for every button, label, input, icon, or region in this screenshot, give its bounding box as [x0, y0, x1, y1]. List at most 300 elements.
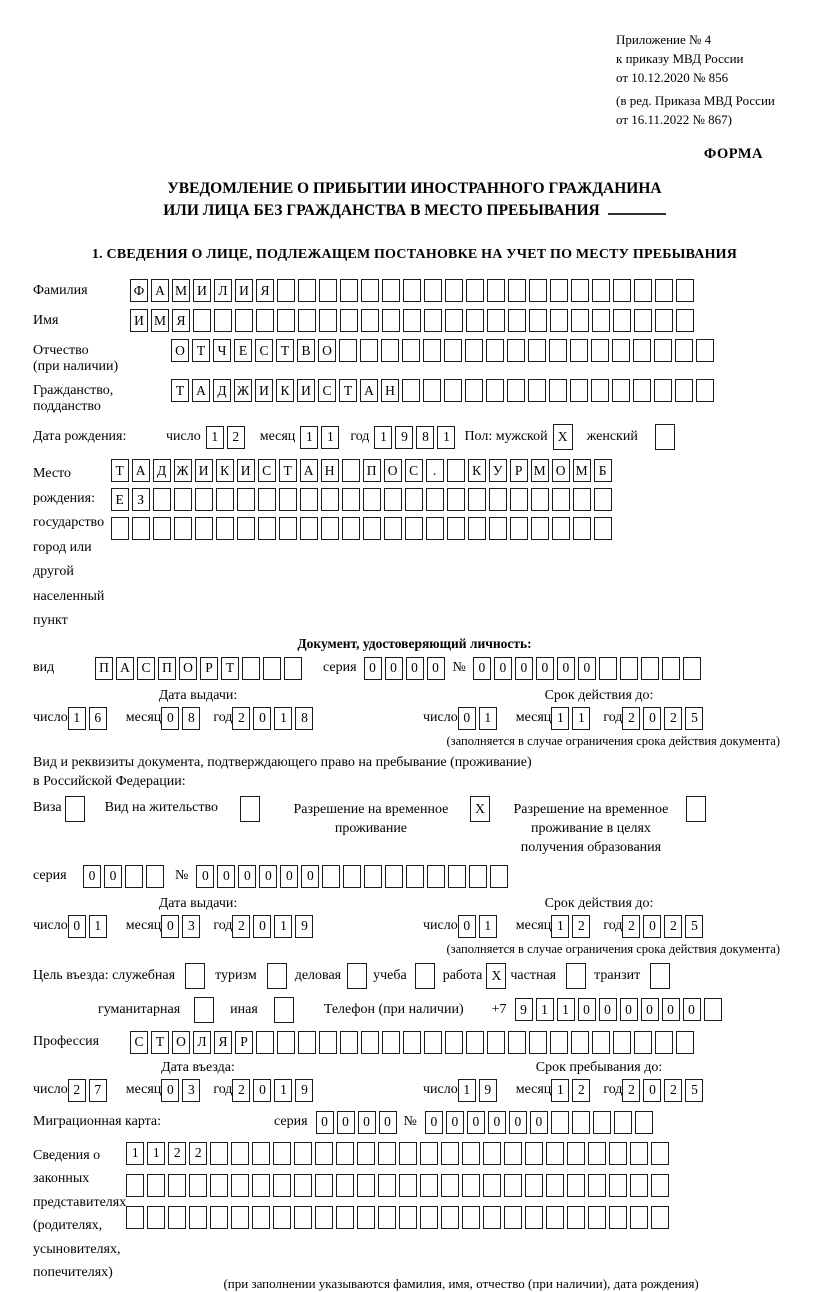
citizenship-cell[interactable] [570, 379, 588, 402]
birthplace-cell[interactable] [279, 488, 297, 511]
citizenship-cell[interactable]: И [255, 379, 273, 402]
doc-type-cell[interactable]: С [137, 657, 155, 680]
representative-cell[interactable] [231, 1206, 249, 1229]
name-cell[interactable]: Я [172, 309, 190, 332]
phone-digit-cell[interactable]: 0 [641, 998, 659, 1021]
res-number-cell[interactable] [406, 865, 424, 888]
birthplace-cell[interactable]: И [195, 459, 213, 482]
res-issue-year-cell[interactable]: 1 [274, 915, 292, 938]
name-cell[interactable] [592, 309, 610, 332]
representative-cell[interactable] [210, 1174, 228, 1197]
name-cell[interactable] [424, 309, 442, 332]
profession-cell[interactable] [340, 1031, 358, 1054]
res-issue-month-cell[interactable]: 0 [161, 915, 179, 938]
patronymic-cell[interactable] [381, 339, 399, 362]
birthplace-cell[interactable]: О [552, 459, 570, 482]
res-number-cell[interactable] [322, 865, 340, 888]
birth-day-cell[interactable]: 2 [227, 426, 245, 449]
stay-day-cell[interactable]: 9 [479, 1079, 497, 1102]
birthplace-cell[interactable] [405, 517, 423, 540]
representative-cell[interactable] [504, 1142, 522, 1165]
res-valid-year-cell[interactable]: 2 [664, 915, 682, 938]
citizenship-cell[interactable]: А [192, 379, 210, 402]
entry-day-cell[interactable]: 2 [68, 1079, 86, 1102]
representative-cell[interactable] [399, 1142, 417, 1165]
name-cell[interactable] [214, 309, 232, 332]
patronymic-cell[interactable] [612, 339, 630, 362]
birthplace-cell[interactable]: О [384, 459, 402, 482]
res-number-cell[interactable] [490, 865, 508, 888]
birthplace-cell[interactable] [195, 517, 213, 540]
surname-cell[interactable] [508, 279, 526, 302]
representative-cell[interactable] [252, 1206, 270, 1229]
representative-cell[interactable] [399, 1206, 417, 1229]
profession-cell[interactable] [613, 1031, 631, 1054]
patronymic-cell[interactable]: О [318, 339, 336, 362]
surname-cell[interactable] [445, 279, 463, 302]
birthplace-cell[interactable]: П [363, 459, 381, 482]
representative-cell[interactable] [462, 1206, 480, 1229]
birthplace-cell[interactable] [195, 488, 213, 511]
citizenship-cell[interactable] [633, 379, 651, 402]
citizenship-cell[interactable]: Д [213, 379, 231, 402]
representative-cell[interactable] [420, 1142, 438, 1165]
entry-month-cell[interactable]: 3 [182, 1079, 200, 1102]
name-cell[interactable] [361, 309, 379, 332]
birthplace-cell[interactable]: Е [111, 488, 129, 511]
birthplace-cell[interactable]: Н [321, 459, 339, 482]
birthplace-cell[interactable]: Т [279, 459, 297, 482]
res-valid-year-cell[interactable]: 0 [643, 915, 661, 938]
representative-cell[interactable] [273, 1206, 291, 1229]
representative-cell[interactable] [483, 1142, 501, 1165]
representative-cell[interactable]: 1 [147, 1142, 165, 1165]
representative-cell[interactable] [126, 1206, 144, 1229]
patronymic-cell[interactable] [486, 339, 504, 362]
birthplace-cell[interactable] [468, 517, 486, 540]
purpose-work-checkbox[interactable]: X [486, 963, 506, 989]
representative-cell[interactable] [567, 1174, 585, 1197]
surname-cell[interactable] [340, 279, 358, 302]
birthplace-cell[interactable] [489, 488, 507, 511]
doc-valid-year-cell[interactable]: 2 [622, 707, 640, 730]
doc-valid-day-cell[interactable]: 1 [479, 707, 497, 730]
surname-cell[interactable] [550, 279, 568, 302]
birthplace-cell[interactable] [510, 488, 528, 511]
birth-month-cell[interactable]: 1 [300, 426, 318, 449]
representative-cell[interactable] [567, 1142, 585, 1165]
representative-cell[interactable] [147, 1206, 165, 1229]
birthplace-cell[interactable] [552, 517, 570, 540]
name-cell[interactable] [655, 309, 673, 332]
profession-cell[interactable] [424, 1031, 442, 1054]
doc-type-cell[interactable]: А [116, 657, 134, 680]
name-cell[interactable] [382, 309, 400, 332]
phone-digit-cell[interactable]: 0 [683, 998, 701, 1021]
profession-cell[interactable] [676, 1031, 694, 1054]
profession-cell[interactable] [319, 1031, 337, 1054]
birthplace-cell[interactable] [510, 517, 528, 540]
representative-cell[interactable] [525, 1142, 543, 1165]
patronymic-cell[interactable] [591, 339, 609, 362]
doc-issue-year-cell[interactable]: 2 [232, 707, 250, 730]
surname-cell[interactable]: А [151, 279, 169, 302]
representative-cell[interactable] [189, 1174, 207, 1197]
res-number-cell[interactable] [448, 865, 466, 888]
birthplace-cell[interactable] [594, 488, 612, 511]
birthplace-cell[interactable]: Д [153, 459, 171, 482]
citizenship-cell[interactable]: Н [381, 379, 399, 402]
representative-cell[interactable] [546, 1206, 564, 1229]
citizenship-cell[interactable]: С [318, 379, 336, 402]
surname-cell[interactable] [424, 279, 442, 302]
representative-cell[interactable] [609, 1206, 627, 1229]
representative-cell[interactable] [504, 1174, 522, 1197]
birthplace-cell[interactable]: Б [594, 459, 612, 482]
doc-series-cell[interactable]: 0 [427, 657, 445, 680]
representative-cell[interactable] [336, 1142, 354, 1165]
doc-issue-day-cell[interactable]: 6 [89, 707, 107, 730]
res-issue-month-cell[interactable]: 3 [182, 915, 200, 938]
res-number-cell[interactable] [343, 865, 361, 888]
citizenship-cell[interactable] [528, 379, 546, 402]
patronymic-cell[interactable] [528, 339, 546, 362]
name-cell[interactable] [634, 309, 652, 332]
birthplace-cell[interactable] [237, 488, 255, 511]
res-number-cell[interactable] [427, 865, 445, 888]
birthplace-cell[interactable] [342, 517, 360, 540]
purpose-business-checkbox[interactable] [347, 963, 367, 989]
purpose-private-checkbox[interactable] [566, 963, 586, 989]
citizenship-cell[interactable] [444, 379, 462, 402]
residence-permit-checkbox[interactable] [240, 796, 260, 822]
patronymic-cell[interactable]: Т [192, 339, 210, 362]
patronymic-cell[interactable] [507, 339, 525, 362]
citizenship-cell[interactable] [675, 379, 693, 402]
profession-cell[interactable] [382, 1031, 400, 1054]
birthplace-cell[interactable] [573, 517, 591, 540]
phone-digit-cell[interactable]: 0 [578, 998, 596, 1021]
birthplace-cell[interactable] [489, 517, 507, 540]
representative-cell[interactable] [525, 1206, 543, 1229]
res-issue-year-cell[interactable]: 9 [295, 915, 313, 938]
birthplace-cell[interactable] [405, 488, 423, 511]
doc-issue-year-cell[interactable]: 8 [295, 707, 313, 730]
mig-number-cell[interactable] [635, 1111, 653, 1134]
representative-cell[interactable] [651, 1174, 669, 1197]
birthplace-cell[interactable]: Ж [174, 459, 192, 482]
surname-cell[interactable] [655, 279, 673, 302]
patronymic-cell[interactable]: С [255, 339, 273, 362]
representative-cell[interactable] [441, 1206, 459, 1229]
doc-number-cell[interactable] [662, 657, 680, 680]
birthplace-cell[interactable] [153, 488, 171, 511]
birth-day-cell[interactable]: 1 [206, 426, 224, 449]
patronymic-cell[interactable]: Е [234, 339, 252, 362]
patronymic-cell[interactable] [654, 339, 672, 362]
birthplace-cell[interactable] [216, 488, 234, 511]
surname-cell[interactable]: И [235, 279, 253, 302]
doc-type-cell[interactable]: Т [221, 657, 239, 680]
name-cell[interactable] [235, 309, 253, 332]
res-valid-month-cell[interactable]: 1 [551, 915, 569, 938]
representative-cell[interactable] [336, 1206, 354, 1229]
birth-year-cell[interactable]: 1 [374, 426, 392, 449]
birthplace-cell[interactable]: К [216, 459, 234, 482]
birthplace-cell[interactable] [468, 488, 486, 511]
surname-cell[interactable] [298, 279, 316, 302]
doc-valid-month-cell[interactable]: 1 [551, 707, 569, 730]
representative-cell[interactable] [588, 1174, 606, 1197]
patronymic-cell[interactable] [339, 339, 357, 362]
birthplace-cell[interactable]: С [405, 459, 423, 482]
citizenship-cell[interactable]: И [297, 379, 315, 402]
res-valid-year-cell[interactable]: 2 [622, 915, 640, 938]
birthplace-cell[interactable]: А [132, 459, 150, 482]
name-cell[interactable] [613, 309, 631, 332]
purpose-humanitarian-checkbox[interactable] [194, 997, 214, 1023]
birthplace-cell[interactable] [279, 517, 297, 540]
representative-cell[interactable] [189, 1206, 207, 1229]
patronymic-cell[interactable]: Т [276, 339, 294, 362]
doc-issue-year-cell[interactable]: 1 [274, 707, 292, 730]
representative-cell[interactable] [462, 1174, 480, 1197]
doc-type-cell[interactable]: О [179, 657, 197, 680]
citizenship-cell[interactable] [549, 379, 567, 402]
representative-cell[interactable] [294, 1142, 312, 1165]
doc-number-cell[interactable] [683, 657, 701, 680]
representative-cell[interactable]: 2 [189, 1142, 207, 1165]
entry-year-cell[interactable]: 0 [253, 1079, 271, 1102]
gender-female-checkbox[interactable] [655, 424, 675, 450]
representative-cell[interactable] [315, 1174, 333, 1197]
profession-cell[interactable]: О [172, 1031, 190, 1054]
birthplace-cell[interactable]: М [531, 459, 549, 482]
birth-year-cell[interactable]: 9 [395, 426, 413, 449]
birthplace-cell[interactable] [300, 517, 318, 540]
birthplace-cell[interactable] [300, 488, 318, 511]
mig-number-cell[interactable] [551, 1111, 569, 1134]
birthplace-cell[interactable] [426, 488, 444, 511]
mig-number-cell[interactable]: 0 [425, 1111, 443, 1134]
temp-residence-checkbox[interactable]: X [470, 796, 490, 822]
res-number-cell[interactable]: 0 [238, 865, 256, 888]
surname-cell[interactable]: М [172, 279, 190, 302]
doc-number-cell[interactable]: 0 [494, 657, 512, 680]
birthplace-cell[interactable] [426, 517, 444, 540]
representative-cell[interactable] [651, 1142, 669, 1165]
mig-number-cell[interactable]: 0 [467, 1111, 485, 1134]
birthplace-cell[interactable] [321, 517, 339, 540]
birthplace-cell[interactable]: Р [510, 459, 528, 482]
patronymic-cell[interactable] [570, 339, 588, 362]
doc-number-cell[interactable] [641, 657, 659, 680]
profession-cell[interactable] [277, 1031, 295, 1054]
res-issue-year-cell[interactable]: 2 [232, 915, 250, 938]
representative-cell[interactable] [588, 1142, 606, 1165]
name-cell[interactable] [277, 309, 295, 332]
profession-cell[interactable] [298, 1031, 316, 1054]
patronymic-cell[interactable] [696, 339, 714, 362]
surname-cell[interactable] [466, 279, 484, 302]
temp-residence-edu-checkbox[interactable] [686, 796, 706, 822]
representative-cell[interactable] [357, 1142, 375, 1165]
representative-cell[interactable] [315, 1142, 333, 1165]
representative-cell[interactable] [609, 1142, 627, 1165]
birthplace-cell[interactable]: . [426, 459, 444, 482]
surname-cell[interactable]: Л [214, 279, 232, 302]
birthplace-cell[interactable] [594, 517, 612, 540]
name-cell[interactable] [193, 309, 211, 332]
res-valid-day-cell[interactable]: 1 [479, 915, 497, 938]
mig-number-cell[interactable]: 0 [488, 1111, 506, 1134]
doc-issue-month-cell[interactable]: 0 [161, 707, 179, 730]
purpose-official-checkbox[interactable] [185, 963, 205, 989]
surname-cell[interactable]: И [193, 279, 211, 302]
gender-male-checkbox[interactable]: X [553, 424, 573, 450]
birthplace-cell[interactable] [342, 459, 360, 482]
doc-issue-day-cell[interactable]: 1 [68, 707, 86, 730]
representative-cell[interactable] [273, 1142, 291, 1165]
phone-digit-cell[interactable]: 0 [662, 998, 680, 1021]
surname-cell[interactable] [382, 279, 400, 302]
doc-number-cell[interactable]: 0 [536, 657, 554, 680]
patronymic-cell[interactable] [633, 339, 651, 362]
surname-cell[interactable] [361, 279, 379, 302]
surname-cell[interactable] [319, 279, 337, 302]
res-issue-day-cell[interactable]: 1 [89, 915, 107, 938]
doc-type-cell[interactable] [284, 657, 302, 680]
representative-cell[interactable] [378, 1174, 396, 1197]
citizenship-cell[interactable]: А [360, 379, 378, 402]
doc-series-cell[interactable]: 0 [406, 657, 424, 680]
representative-cell[interactable] [315, 1206, 333, 1229]
birthplace-cell[interactable] [384, 517, 402, 540]
name-cell[interactable] [403, 309, 421, 332]
representative-cell[interactable] [126, 1174, 144, 1197]
mig-series-cell[interactable]: 0 [379, 1111, 397, 1134]
doc-series-cell[interactable]: 0 [385, 657, 403, 680]
profession-cell[interactable]: Я [214, 1031, 232, 1054]
surname-cell[interactable] [613, 279, 631, 302]
name-cell[interactable] [340, 309, 358, 332]
citizenship-cell[interactable] [612, 379, 630, 402]
birthplace-cell[interactable] [153, 517, 171, 540]
profession-cell[interactable] [592, 1031, 610, 1054]
name-cell[interactable] [487, 309, 505, 332]
name-cell[interactable]: И [130, 309, 148, 332]
patronymic-cell[interactable]: В [297, 339, 315, 362]
name-cell[interactable]: М [151, 309, 169, 332]
stay-year-cell[interactable]: 0 [643, 1079, 661, 1102]
representative-cell[interactable] [609, 1174, 627, 1197]
res-number-cell[interactable] [364, 865, 382, 888]
res-number-cell[interactable]: 0 [196, 865, 214, 888]
representative-cell[interactable]: 2 [168, 1142, 186, 1165]
profession-cell[interactable] [256, 1031, 274, 1054]
doc-valid-year-cell[interactable]: 5 [685, 707, 703, 730]
birth-month-cell[interactable]: 1 [321, 426, 339, 449]
representative-cell[interactable] [252, 1174, 270, 1197]
phone-digit-cell[interactable]: 9 [515, 998, 533, 1021]
doc-type-cell[interactable]: Р [200, 657, 218, 680]
representative-cell[interactable] [588, 1206, 606, 1229]
surname-cell[interactable] [592, 279, 610, 302]
surname-cell[interactable]: Я [256, 279, 274, 302]
profession-cell[interactable] [403, 1031, 421, 1054]
doc-valid-year-cell[interactable]: 2 [664, 707, 682, 730]
res-number-cell[interactable] [385, 865, 403, 888]
surname-cell[interactable] [277, 279, 295, 302]
profession-cell[interactable] [487, 1031, 505, 1054]
surname-cell[interactable] [403, 279, 421, 302]
representative-cell[interactable] [504, 1206, 522, 1229]
representative-cell[interactable] [210, 1206, 228, 1229]
res-number-cell[interactable]: 0 [280, 865, 298, 888]
representative-cell[interactable] [546, 1174, 564, 1197]
res-issue-year-cell[interactable]: 0 [253, 915, 271, 938]
birthplace-cell[interactable] [363, 488, 381, 511]
purpose-tourism-checkbox[interactable] [267, 963, 287, 989]
citizenship-cell[interactable] [465, 379, 483, 402]
doc-valid-day-cell[interactable]: 0 [458, 707, 476, 730]
citizenship-cell[interactable] [696, 379, 714, 402]
patronymic-cell[interactable] [465, 339, 483, 362]
representative-cell[interactable] [483, 1206, 501, 1229]
mig-number-cell[interactable]: 0 [509, 1111, 527, 1134]
stay-year-cell[interactable]: 5 [685, 1079, 703, 1102]
purpose-study-checkbox[interactable] [415, 963, 435, 989]
birthplace-cell[interactable] [342, 488, 360, 511]
name-cell[interactable] [676, 309, 694, 332]
patronymic-cell[interactable] [675, 339, 693, 362]
patronymic-cell[interactable] [423, 339, 441, 362]
birthplace-cell[interactable]: З [132, 488, 150, 511]
stay-month-cell[interactable]: 1 [551, 1079, 569, 1102]
representative-cell[interactable] [420, 1206, 438, 1229]
representative-cell[interactable] [630, 1174, 648, 1197]
patronymic-cell[interactable]: Ч [213, 339, 231, 362]
profession-cell[interactable] [508, 1031, 526, 1054]
name-cell[interactable] [298, 309, 316, 332]
citizenship-cell[interactable] [423, 379, 441, 402]
patronymic-cell[interactable] [549, 339, 567, 362]
birthplace-cell[interactable] [531, 488, 549, 511]
citizenship-cell[interactable] [654, 379, 672, 402]
phone-digit-cell[interactable]: 0 [620, 998, 638, 1021]
surname-cell[interactable]: Ф [130, 279, 148, 302]
representative-cell[interactable] [294, 1206, 312, 1229]
profession-cell[interactable] [361, 1031, 379, 1054]
res-number-cell[interactable] [469, 865, 487, 888]
doc-type-cell[interactable] [263, 657, 281, 680]
doc-number-cell[interactable]: 0 [515, 657, 533, 680]
mig-series-cell[interactable]: 0 [337, 1111, 355, 1134]
birthplace-cell[interactable] [363, 517, 381, 540]
mig-number-cell[interactable] [593, 1111, 611, 1134]
patronymic-cell[interactable] [444, 339, 462, 362]
doc-number-cell[interactable] [620, 657, 638, 680]
stay-year-cell[interactable]: 2 [622, 1079, 640, 1102]
representative-cell[interactable] [630, 1206, 648, 1229]
representative-cell[interactable] [168, 1206, 186, 1229]
doc-issue-year-cell[interactable]: 0 [253, 707, 271, 730]
doc-series-cell[interactable]: 0 [364, 657, 382, 680]
birthplace-cell[interactable]: У [489, 459, 507, 482]
name-cell[interactable] [466, 309, 484, 332]
birthplace-cell[interactable] [531, 517, 549, 540]
citizenship-cell[interactable] [591, 379, 609, 402]
